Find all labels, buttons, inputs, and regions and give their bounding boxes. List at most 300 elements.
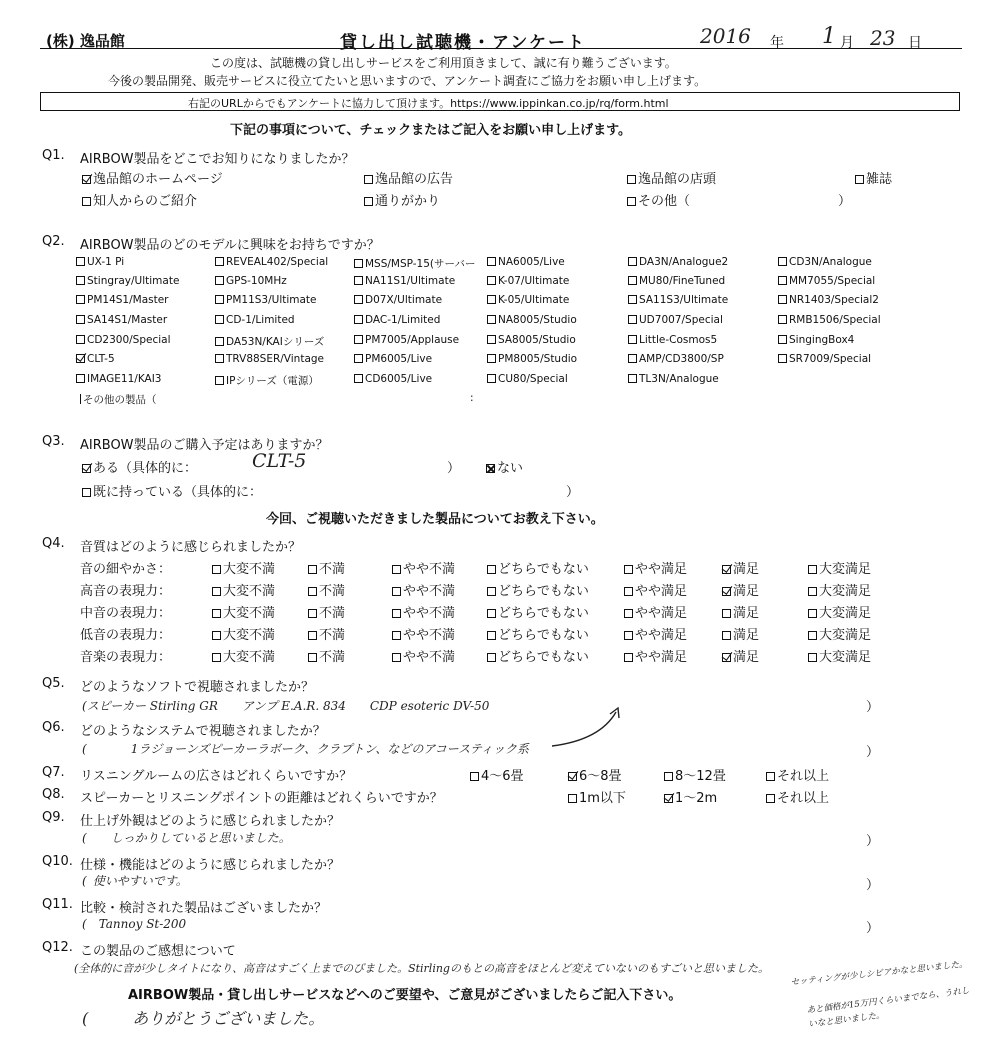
q4-rating-option[interactable] (624, 580, 687, 599)
q4-rating-option[interactable] (308, 646, 345, 665)
rating-label: どちらでもない (498, 628, 589, 643)
q1-question: AIRBOW製品をどこでお知りになりましたか？ (80, 152, 355, 167)
q3-option-own[interactable] (82, 481, 262, 500)
checkbox[interactable] (354, 295, 363, 304)
date-month: 1 (822, 24, 836, 49)
q10-answer: ( 使いやすいです。 (82, 874, 188, 888)
q1-option-magazine[interactable] (855, 168, 892, 187)
q4-rating-option[interactable] (212, 646, 275, 665)
rating-label: やや不満 (403, 628, 456, 643)
checkbox[interactable] (487, 631, 496, 640)
q2-model-option[interactable] (215, 334, 324, 349)
q2-model-option[interactable] (215, 256, 328, 268)
q4-rating-option[interactable] (808, 624, 871, 643)
option-label: 逸品館の広告 (375, 172, 454, 187)
q2-model-option[interactable] (76, 314, 167, 326)
q4-rating-option[interactable] (392, 558, 455, 577)
q4-rating-option[interactable] (308, 580, 345, 599)
q3-yes-answer: CLT-5 (252, 450, 307, 472)
date-year: 2016 (700, 24, 751, 48)
checkbox[interactable] (808, 587, 817, 596)
option-label: ある（具体的に： (93, 461, 198, 476)
q8-option[interactable] (664, 787, 717, 806)
rating-label: やや満足 (635, 628, 688, 643)
q2-question: AIRBOW製品のどのモデルに興味をお持ちですか？ (80, 238, 380, 253)
q2-model-option[interactable] (778, 256, 872, 268)
checkbox[interactable] (778, 276, 787, 285)
q10-close-paren: ） (866, 878, 880, 893)
rating-label: 大変満足 (819, 628, 872, 643)
q7-label: Q7. (42, 765, 65, 780)
q4-rating-option[interactable] (392, 602, 455, 621)
intro-line-2: 今後の製品開発、販売サービスに役立てたいと思いますので、アンケート調査にご協力をお願い申し上げます。 (108, 74, 707, 88)
checkbox-checked[interactable] (722, 587, 731, 596)
q2-label: Q2. (42, 234, 65, 249)
checkbox[interactable] (215, 276, 224, 285)
q2-model-option[interactable] (354, 353, 432, 365)
q2-model-option[interactable] (778, 294, 879, 306)
checkbox[interactable] (808, 609, 817, 618)
model-name: IPシリーズ（電源） (226, 375, 319, 387)
checkbox[interactable] (354, 276, 363, 285)
checkbox[interactable] (392, 631, 401, 640)
header-rule (40, 48, 962, 49)
rating-label: やや満足 (635, 650, 688, 665)
model-name: CD-1/Limited (226, 314, 295, 326)
checkbox[interactable] (470, 772, 479, 781)
checkbox[interactable] (212, 631, 221, 640)
q1-option-homepage[interactable] (82, 168, 223, 187)
q4-rating-option[interactable] (808, 580, 871, 599)
q1-option-friend[interactable] (82, 190, 197, 209)
option-label: それ以上 (777, 769, 830, 784)
q2-model-option[interactable] (76, 275, 179, 287)
footer-answer-text: ありがとうございました。 (132, 1009, 325, 1028)
checkbox-checked[interactable] (568, 772, 577, 781)
instruction: 下記の事項について、チェックまたはご記入をお願い申し上げます。 (230, 123, 632, 138)
rating-label: 不満 (319, 606, 346, 621)
checkbox[interactable] (82, 488, 91, 497)
checkbox[interactable] (215, 315, 224, 324)
q4-rating-option[interactable] (722, 602, 759, 621)
q11-label: Q11. (42, 897, 73, 912)
checkbox[interactable] (354, 335, 363, 344)
checkbox[interactable] (628, 295, 637, 304)
q2-other-label (76, 392, 157, 407)
q6-label: Q6. (42, 720, 65, 735)
q4-rating-option[interactable] (722, 580, 759, 599)
q4-rating-option[interactable] (624, 558, 687, 577)
model-name: CU80/Special (498, 373, 568, 385)
q4-question: 音質はどのように感じられましたか？ (80, 540, 302, 555)
rating-label: やや満足 (635, 584, 688, 599)
q6-close-paren: ） (866, 745, 880, 760)
q7-option[interactable] (568, 765, 622, 784)
checkbox[interactable] (76, 276, 85, 285)
checkbox-crossed[interactable] (486, 464, 495, 473)
checkbox[interactable] (487, 295, 496, 304)
q9-label: Q9. (42, 810, 65, 825)
q1-option-store[interactable] (627, 168, 716, 187)
model-name: SR7009/Special (789, 353, 872, 365)
q2-model-option[interactable] (354, 314, 440, 326)
q4-rating-option[interactable] (808, 646, 871, 665)
q12-label: Q12. (42, 940, 73, 955)
checkbox[interactable] (82, 197, 91, 206)
model-name: PM8005/Studio (498, 353, 578, 365)
model-name: GPS-10MHz (226, 275, 287, 287)
q4-rating-option[interactable] (487, 558, 589, 577)
q2-model-option[interactable] (628, 353, 724, 365)
q1-option-passing[interactable] (364, 190, 440, 209)
checkbox[interactable] (215, 337, 224, 346)
model-name: SA11S3/Ultimate (639, 294, 729, 306)
checkbox[interactable] (354, 259, 363, 268)
q3-label: Q3. (42, 434, 65, 449)
checkbox[interactable] (628, 257, 637, 266)
checkbox[interactable] (76, 257, 85, 266)
q2-model-option[interactable] (778, 334, 854, 346)
q8-label: Q8. (42, 787, 65, 802)
q4-rating-option[interactable] (487, 580, 589, 599)
model-name: CD2300/Special (87, 334, 171, 346)
checkbox[interactable] (215, 376, 224, 385)
section-2-title: 今回、ご視聴いただきました製品についてお教え下さい。 (266, 512, 604, 527)
q2-model-option[interactable] (487, 334, 576, 346)
checkbox[interactable] (766, 794, 775, 803)
model-name: PM11S3/Ultimate (226, 294, 317, 306)
q2-model-option[interactable] (354, 256, 475, 271)
checkbox[interactable] (778, 295, 787, 304)
q4-rating-option[interactable] (487, 624, 589, 643)
checkbox[interactable] (778, 354, 787, 363)
checkbox[interactable] (722, 631, 731, 640)
q8-option[interactable] (766, 787, 829, 806)
model-name: MSS/MSP-15(サーバー (365, 258, 476, 270)
checkbox[interactable] (628, 276, 637, 285)
model-name: K-05/Ultimate (498, 294, 570, 306)
q4-rating-option[interactable] (308, 602, 345, 621)
checkbox[interactable] (487, 354, 496, 363)
checkbox[interactable] (354, 374, 363, 383)
q3-option-no[interactable] (486, 457, 523, 476)
q2-model-option[interactable] (354, 275, 455, 287)
q2-model-option[interactable] (628, 334, 717, 346)
checkbox[interactable] (628, 374, 637, 383)
checkbox[interactable] (487, 315, 496, 324)
q2-model-option[interactable] (487, 275, 569, 287)
model-name: SingingBox4 (789, 334, 855, 346)
rating-label: 大変不満 (223, 584, 276, 599)
q4-row-label: 中音の表現力： (80, 606, 172, 621)
checkbox[interactable] (722, 609, 731, 618)
checkbox[interactable] (215, 295, 224, 304)
checkbox[interactable] (628, 315, 637, 324)
q4-rating-option[interactable] (392, 580, 455, 599)
option-label: ない (497, 461, 524, 476)
q3-question: AIRBOW製品のご購入予定はありますか？ (80, 438, 329, 453)
q2-model-option[interactable] (628, 275, 725, 287)
checkbox[interactable] (308, 631, 317, 640)
checkbox[interactable] (664, 772, 673, 781)
q2-model-option[interactable] (487, 373, 568, 385)
checkbox[interactable] (808, 565, 817, 574)
checkbox[interactable] (76, 295, 85, 304)
q2-model-option[interactable] (487, 294, 569, 306)
q8-question: スピーカーとリスニングポイントの距離はどれくらいですか？ (80, 791, 443, 806)
checkbox[interactable] (627, 197, 636, 206)
rating-label: 不満 (319, 628, 346, 643)
checkbox[interactable] (308, 587, 317, 596)
checkbox[interactable] (76, 315, 85, 324)
rating-label: やや満足 (635, 562, 688, 577)
q12-note-2-text: あと価格が15万円くらいまでなら、うれしいなと思いました。 (806, 986, 971, 1030)
rating-label: やや満足 (635, 606, 688, 621)
checkbox[interactable] (778, 257, 787, 266)
checkbox-checked[interactable] (76, 354, 85, 363)
checkbox[interactable] (808, 653, 817, 662)
checkbox[interactable] (212, 609, 221, 618)
q4-rating-option[interactable] (212, 558, 275, 577)
q12-question: この製品のご感想について (80, 944, 236, 959)
model-name: AMP/CD3800/SP (639, 353, 724, 365)
option-label: 逸品館の店頭 (638, 172, 717, 187)
model-name: NR1403/Special2 (789, 294, 879, 306)
q7-question: リスニングルームの広さはどれくらいですか？ (80, 769, 353, 784)
model-name: PM14S1/Master (87, 294, 169, 306)
rating-label: 不満 (319, 650, 346, 665)
checkbox[interactable] (212, 587, 221, 596)
q9-question: 仕上げ外観はどのように感じられましたか？ (80, 814, 341, 829)
q9-answer-text: しっかりしていると思いました。 (110, 831, 291, 845)
checkbox[interactable] (212, 565, 221, 574)
q2-other-sep: : (470, 392, 474, 404)
checkbox[interactable] (364, 197, 373, 206)
annotation-arrow (540, 700, 630, 750)
q2-model-option[interactable] (354, 334, 459, 346)
q2-model-option[interactable] (215, 373, 319, 388)
checkbox[interactable] (628, 335, 637, 344)
q7-option[interactable] (470, 765, 524, 784)
q2-model-option[interactable] (628, 373, 719, 385)
q8-option[interactable] (568, 787, 626, 806)
checkbox[interactable] (624, 587, 633, 596)
checkbox-checked[interactable] (722, 653, 731, 662)
checkbox[interactable] (778, 335, 787, 344)
checkbox[interactable] (308, 653, 317, 662)
q2-model-option[interactable] (76, 373, 161, 385)
rating-label: 大変満足 (819, 650, 872, 665)
q3-own-close-paren: ） (566, 485, 580, 500)
checkbox[interactable] (487, 374, 496, 383)
checkbox[interactable] (624, 653, 633, 662)
rating-label: どちらでもない (498, 562, 589, 577)
checkbox[interactable] (487, 257, 496, 266)
model-name: Stingray/Ultimate (87, 275, 180, 287)
checkbox-checked[interactable] (82, 464, 91, 473)
form-title: 貸し出し試聴機・アンケート (340, 33, 586, 53)
checkbox[interactable] (624, 565, 633, 574)
checkbox[interactable] (364, 175, 373, 184)
q2-model-option[interactable] (487, 314, 577, 326)
rating-label: 大変不満 (223, 650, 276, 665)
option-label: 1～2m (675, 791, 718, 806)
q5-answer: (スピーカー Stirling GR アンプ E.A.R. 834 CDP esoteric DV-50 (82, 699, 490, 713)
q2-model-option[interactable] (215, 314, 295, 326)
checkbox[interactable] (215, 354, 224, 363)
q1-option-other[interactable] (627, 190, 690, 209)
q5-close-paren: ） (866, 700, 880, 715)
q2-model-option[interactable] (215, 294, 317, 306)
checkbox[interactable] (487, 609, 496, 618)
checkbox[interactable] (487, 565, 496, 574)
q1-label: Q1. (42, 148, 65, 163)
checkbox[interactable] (308, 565, 317, 574)
q4-rating-option[interactable] (212, 602, 275, 621)
q6-question: どのようなシステムで視聴されましたか？ (80, 724, 326, 739)
model-name: SA14S1/Master (87, 314, 168, 326)
rating-label: どちらでもない (498, 584, 589, 599)
q7-option[interactable] (766, 765, 829, 784)
q12-note-1: セッティングが少しシビアかなと思いました。 (790, 959, 968, 988)
q12-answer-text: 全体的に音が少しタイトになり、高音はすごく上までのびました。Stirlingのもとの高音をほとんど変えていないのもすごいと思いました。 (78, 962, 769, 975)
q2-model-option[interactable] (487, 256, 565, 268)
checkbox-checked[interactable] (664, 794, 673, 803)
checkbox[interactable] (487, 653, 496, 662)
rating-label: 満足 (733, 650, 760, 665)
q2-model-option[interactable] (76, 256, 124, 268)
q4-rating-option[interactable] (487, 602, 589, 621)
q2-model-option[interactable] (778, 353, 871, 365)
q4-rating-option[interactable] (722, 646, 759, 665)
checkbox[interactable] (392, 587, 401, 596)
checkbox[interactable] (568, 794, 577, 803)
q2-model-option[interactable] (76, 294, 169, 306)
q11-answer-text: Tannoy St-200 (98, 917, 187, 931)
q11-question: 比較・検討された製品はございましたか？ (80, 901, 328, 916)
checkbox[interactable] (392, 609, 401, 618)
q4-rating-option[interactable] (212, 580, 275, 599)
q4-rating-option[interactable] (308, 558, 345, 577)
checkbox-checked[interactable] (722, 565, 731, 574)
checkbox[interactable] (628, 354, 637, 363)
q4-rating-option[interactable] (624, 646, 687, 665)
q4-rating-option[interactable] (624, 602, 687, 621)
checkbox[interactable] (392, 653, 401, 662)
q2-model-option[interactable] (76, 334, 171, 346)
checkbox[interactable] (76, 374, 85, 383)
model-name: MM7055/Special (789, 275, 876, 287)
checkbox[interactable] (392, 565, 401, 574)
model-name: RMB1506/Special (789, 314, 881, 326)
q2-model-option[interactable] (215, 353, 324, 365)
model-name: DA3N/Analogue2 (639, 256, 729, 268)
q2-model-option[interactable] (628, 294, 728, 306)
option-label: 6～8畳 (579, 769, 622, 784)
checkbox[interactable] (487, 276, 496, 285)
q4-row-label: 音楽の表現力： (80, 650, 172, 665)
q4-rating-option[interactable] (722, 624, 759, 643)
model-name: D07X/Ultimate (365, 294, 443, 306)
checkbox[interactable] (624, 609, 633, 618)
checkbox[interactable] (766, 772, 775, 781)
model-name: UD7007/Special (639, 314, 723, 326)
date-day-unit: 日 (908, 35, 922, 51)
footer-answer: ( ありがとうございました。 (82, 1009, 325, 1028)
q2-model-option[interactable] (778, 275, 875, 287)
q2-model-option[interactable] (354, 294, 442, 306)
q1-option-ad[interactable] (364, 168, 453, 187)
checkbox[interactable] (354, 354, 363, 363)
checkbox[interactable] (808, 631, 817, 640)
q10-label: Q10. (42, 854, 73, 869)
rating-label: 満足 (733, 584, 760, 599)
q2-model-option[interactable] (215, 275, 287, 287)
q4-rating-option[interactable] (722, 558, 759, 577)
q4-rating-option[interactable] (392, 646, 455, 665)
q2-model-option[interactable] (76, 353, 115, 365)
q10-question: 仕様・機能はどのように感じられましたか？ (80, 858, 341, 873)
model-name: NA8005/Studio (498, 314, 577, 326)
checkbox[interactable] (624, 631, 633, 640)
checkbox[interactable] (778, 315, 787, 324)
model-name: K-07/Ultimate (498, 275, 570, 287)
model-name: DAC-1/Limited (365, 314, 441, 326)
q4-rating-option[interactable] (392, 624, 455, 643)
q4-rating-option[interactable] (212, 624, 275, 643)
q2-model-option[interactable] (354, 373, 432, 385)
q2-model-option[interactable] (487, 353, 577, 365)
checkbox[interactable] (215, 257, 224, 266)
model-name: CD3N/Analogue (789, 256, 872, 268)
model-name: Little-Cosmos5 (639, 334, 718, 346)
footer-request: AIRBOW製品・貸し出しサービスなどへのご要望や、ご意見がございましたらご記入下さい。 (128, 988, 682, 1003)
checkbox[interactable] (354, 315, 363, 324)
checkbox[interactable] (487, 587, 496, 596)
q4-rating-option[interactable] (808, 558, 871, 577)
rating-label: 大変不満 (223, 628, 276, 643)
q4-rating-option[interactable] (808, 602, 871, 621)
rating-label: 大変満足 (819, 562, 872, 577)
model-name: PM7005/Applause (365, 334, 460, 346)
q2-model-option[interactable] (628, 256, 728, 268)
q2-model-option[interactable] (778, 314, 881, 326)
rating-label: 不満 (319, 562, 346, 577)
q4-row-label: 低音の表現力： (80, 628, 172, 643)
checkbox[interactable] (487, 335, 496, 344)
q6-answer-text: 1ラジョーンズピーカーラボーク、クラプトン、などのアコースティック系 (130, 742, 529, 756)
option-label: 既に持っている（具体的に： (93, 485, 263, 500)
checkbox[interactable] (855, 175, 864, 184)
checkbox-checked[interactable] (82, 175, 91, 184)
checkbox[interactable] (212, 653, 221, 662)
q4-rating-option[interactable] (487, 646, 589, 665)
option-label: 4～6畳 (481, 769, 524, 784)
option-label: 逸品館のホームページ (93, 172, 223, 187)
checkbox[interactable] (308, 609, 317, 618)
checkbox[interactable] (627, 175, 636, 184)
model-name: CLT-5 (87, 353, 115, 365)
q7-option[interactable] (664, 765, 726, 784)
q4-rating-option[interactable] (624, 624, 687, 643)
date-year-unit: 年 (770, 35, 784, 51)
q11-answer: ( Tannoy St-200 (82, 917, 187, 931)
date-month-unit: 月 (840, 35, 854, 51)
q3-option-yes[interactable] (82, 457, 197, 476)
q2-model-option[interactable] (628, 314, 723, 326)
checkbox[interactable] (76, 335, 85, 344)
q4-rating-option[interactable] (308, 624, 345, 643)
